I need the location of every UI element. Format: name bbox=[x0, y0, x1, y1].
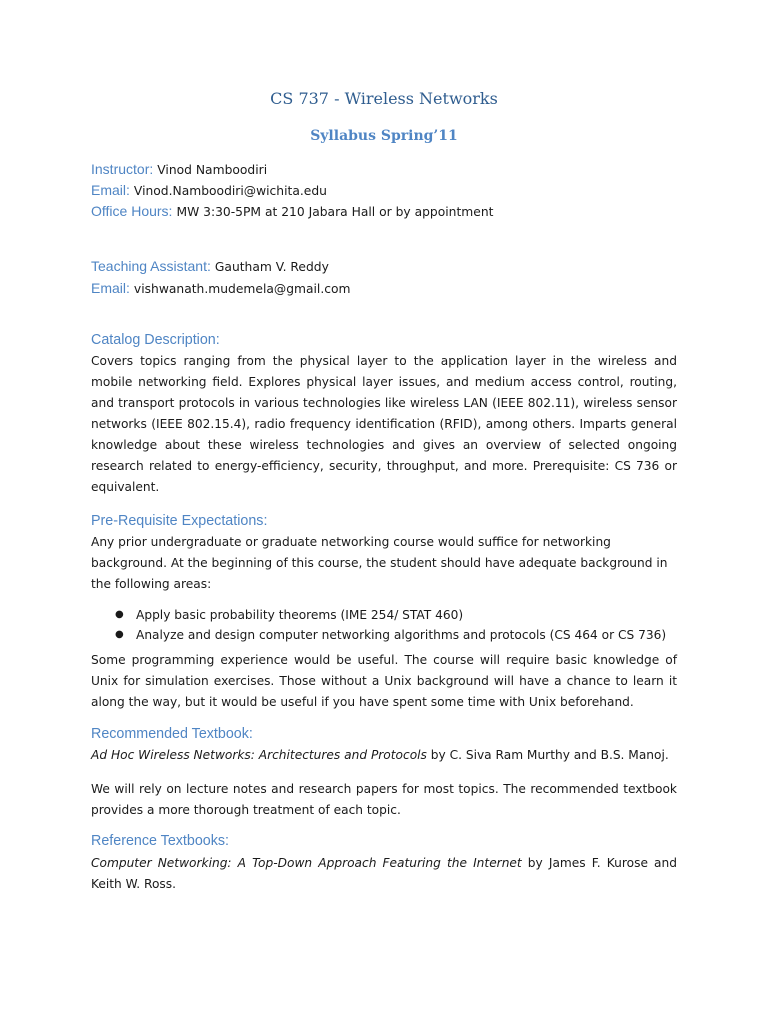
office-hours-label: Office Hours: bbox=[91, 203, 173, 219]
prerequisites-intro: Any prior undergraduate or graduate networking course would suffice for networking background. At the beginning of this course, the student should have adequate background in the following areas: bbox=[91, 535, 668, 591]
page-title: CS 737 - Wireless Networks bbox=[270, 89, 498, 108]
prerequisites-heading: Pre-Requisite Expectations: bbox=[91, 513, 268, 529]
reference-textbook-citation bbox=[91, 853, 677, 895]
list-item-text: Apply basic probability theorems (IME 254/ STAT 460) bbox=[136, 608, 464, 622]
instructor-label: Instructor: bbox=[91, 161, 154, 177]
list-item-text: Analyze and design computer networking algorithms and protocols (CS 464 or CS 736) bbox=[136, 628, 667, 642]
instructor-email-row bbox=[91, 182, 327, 198]
bullet-icon: ● bbox=[115, 609, 124, 620]
office-hours-row bbox=[91, 203, 493, 219]
instructor-email-label: Email: bbox=[91, 182, 130, 198]
instructor-name: Vinod Namboodiri bbox=[157, 163, 268, 177]
ta-row bbox=[91, 258, 329, 274]
reference-book-authors: by James F. Kurose and Keith W. Ross. bbox=[91, 856, 677, 891]
instructor-row bbox=[91, 161, 267, 177]
ta-label: Teaching Assistant: bbox=[91, 258, 211, 274]
recommended-textbook-citation bbox=[91, 745, 677, 766]
ta-name: Gautham V. Reddy bbox=[214, 260, 329, 274]
prerequisites-list bbox=[91, 605, 681, 645]
recommended-book-title: Ad Hoc Wireless Networks: Architectures and Protocols bbox=[91, 748, 427, 762]
reference-book-title: Computer Networking: A Top-Down Approach Featuring the Internet bbox=[91, 856, 522, 870]
catalog-heading: Catalog Description: bbox=[91, 332, 220, 348]
recommended-textbook-note: We will rely on lecture notes and research papers for most topics. The recommended textbook provides a more thorough treatment of each topic. bbox=[91, 782, 677, 817]
page-subtitle: Syllabus Spring’11 bbox=[310, 128, 458, 144]
recommended-textbook-heading: Recommended Textbook: bbox=[91, 726, 253, 742]
instructor-email[interactable]: Vinod.Namboodiri@wichita.edu bbox=[133, 184, 327, 198]
prerequisites-closing: Some programming experience would be useful. The course will require basic knowledge of Unix for simulation exercises. Those without a Unix background will have a chance to learn it along the way, but it would be useful if you have spent some time with Unix beforehand. bbox=[91, 653, 677, 709]
recommended-book-authors: by C. Siva Ram Murthy and B.S. Manoj. bbox=[426, 748, 669, 762]
catalog-text: Covers topics ranging from the physical layer to the application layer in the wireless and mobile networking field. Explores physical layer issues, and medium access control, routing, and transport protocols in various technologies like wireless LAN (IEEE 802.11), wireless sensor networks (IEEE 802.15.4), radio frequency identification (RFID), among others. Imparts general knowledge about these wireless technologies and gives an overview of selected ongoing research related to energy-efficiency, security, throughput, and more. Prerequisite: CS 736 or equivalent. bbox=[91, 354, 677, 494]
ta-email-label: Email: bbox=[91, 280, 130, 296]
bullet-icon: ● bbox=[115, 629, 124, 640]
list-item bbox=[91, 625, 681, 645]
reference-textbooks-heading: Reference Textbooks: bbox=[91, 833, 230, 849]
list-item bbox=[91, 605, 681, 625]
office-hours-value: MW 3:30-5PM at 210 Jabara Hall or by appointment bbox=[176, 205, 494, 219]
ta-email-row bbox=[91, 280, 351, 296]
ta-email[interactable]: vishwanath.mudemela@gmail.com bbox=[133, 282, 351, 296]
